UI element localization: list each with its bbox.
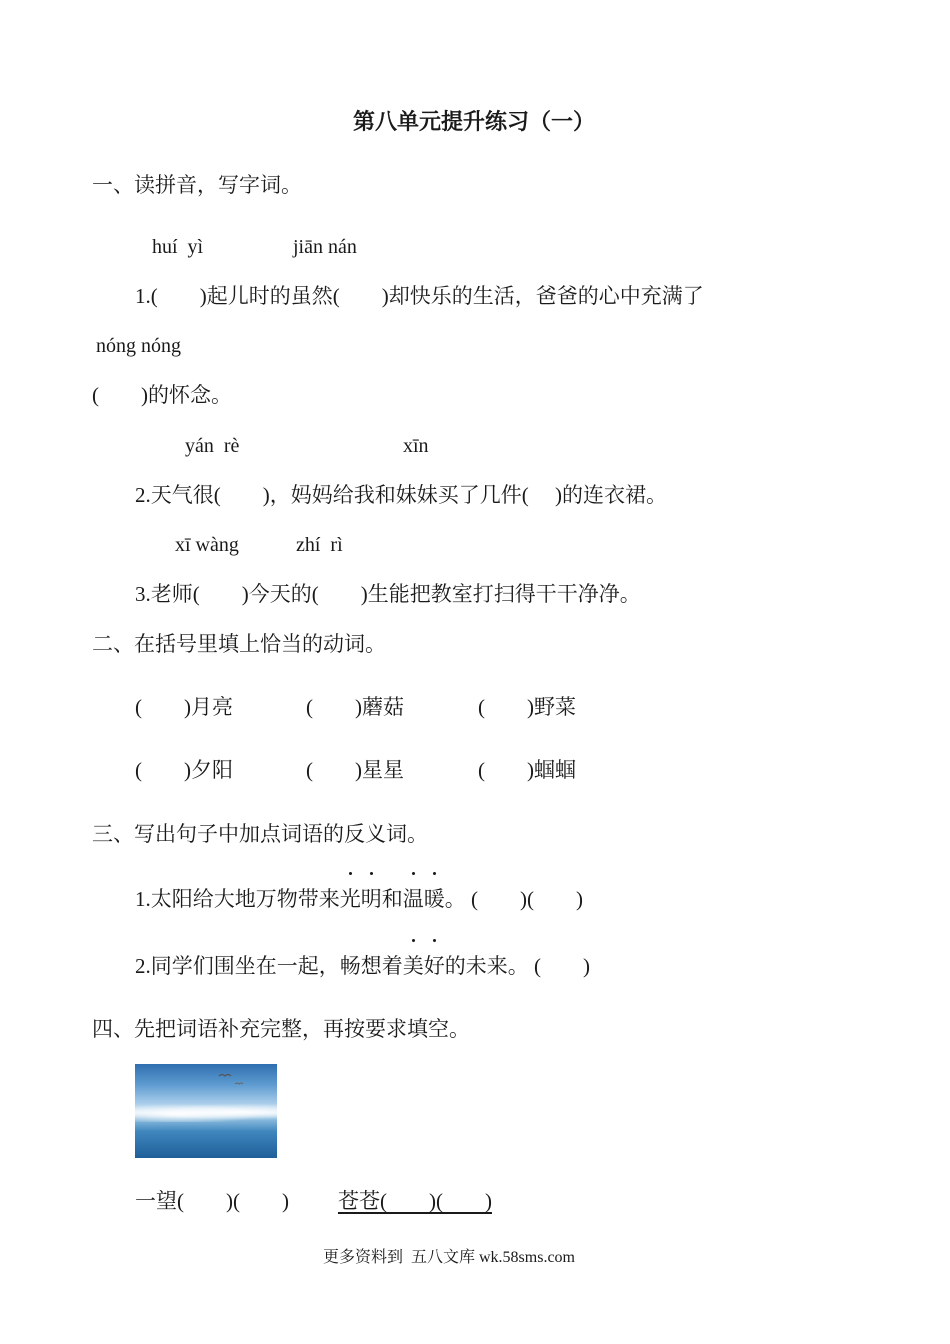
- section-2-heading: 二、在括号里填上恰当的动词。: [92, 632, 386, 656]
- q2-sentence: 2.天气很( )，妈妈给我和妹妹买了几件( )的连衣裙。: [135, 483, 667, 507]
- q1-sentence-line1: 1.( )起儿时的虽然( )却快乐的生活，爸爸的心中充满了: [135, 284, 704, 308]
- q1-pinyin-jiannan: jiān nán: [293, 236, 357, 258]
- verb-blank-moon: ( )月亮: [135, 695, 233, 719]
- verb-blank-mushroom: ( )蘑菇: [306, 695, 404, 719]
- q3-pinyin-xiwang: xī wàng: [175, 534, 239, 556]
- q2-pinyin-yanre: yán rè: [185, 435, 240, 457]
- page-title: 第八单元提升练习（一）: [353, 109, 596, 134]
- dotted-word-wennuan: 温暖: [402, 887, 445, 911]
- dotted-word-guangming: 光明: [339, 887, 382, 911]
- section-3-heading: 三、写出句子中加点词语的反义词。: [92, 822, 428, 846]
- dotted-word-meihao: 美好: [402, 954, 445, 978]
- q2-pinyin-xin: xīn: [403, 435, 429, 457]
- antonym-q1-pre: 1.太阳给大地万物带来: [135, 887, 340, 911]
- verb-blank-wild-vegetable: ( )野菜: [478, 695, 576, 719]
- q1-pinyin-huiyi: huí yì: [152, 236, 204, 258]
- footer-source: 更多资料到 五八文库 wk.58sms.com: [323, 1249, 576, 1266]
- antonym-q1-post: 。 ( )( ): [444, 887, 583, 911]
- q3-pinyin-zhiri: zhí rì: [296, 534, 343, 556]
- q1-sentence-line2: ( )的怀念。: [92, 383, 232, 407]
- verb-blank-katydid: ( )蝈蝈: [478, 758, 576, 782]
- q1-pinyin-nongnong: nóng nóng: [96, 335, 181, 357]
- antonym-q1-mid: 和: [381, 887, 403, 911]
- verb-blank-sunset: ( )夕阳: [135, 758, 233, 782]
- verb-blank-stars: ( )星星: [306, 758, 404, 782]
- idiom-blank-cangcang: 苍苍( )( ): [338, 1189, 492, 1213]
- sea-sky-image: [135, 1064, 277, 1158]
- antonym-q2: [135, 953, 590, 979]
- section-4-heading: 四、先把词语补充完整，再按要求填空。: [92, 1017, 470, 1041]
- section-1-heading: 一、读拼音，写字词。: [92, 173, 302, 197]
- antonym-q1: [135, 886, 583, 912]
- antonym-q2-post: 的未来。 ( ): [444, 954, 590, 978]
- antonym-q2-pre: 2.同学们围坐在一起，畅想着: [135, 954, 403, 978]
- q3-sentence: 3.老师( )今天的( )生能把教室打扫得干干净净。: [135, 582, 641, 606]
- idiom-blank-yiwang: 一望( )( ): [135, 1189, 289, 1213]
